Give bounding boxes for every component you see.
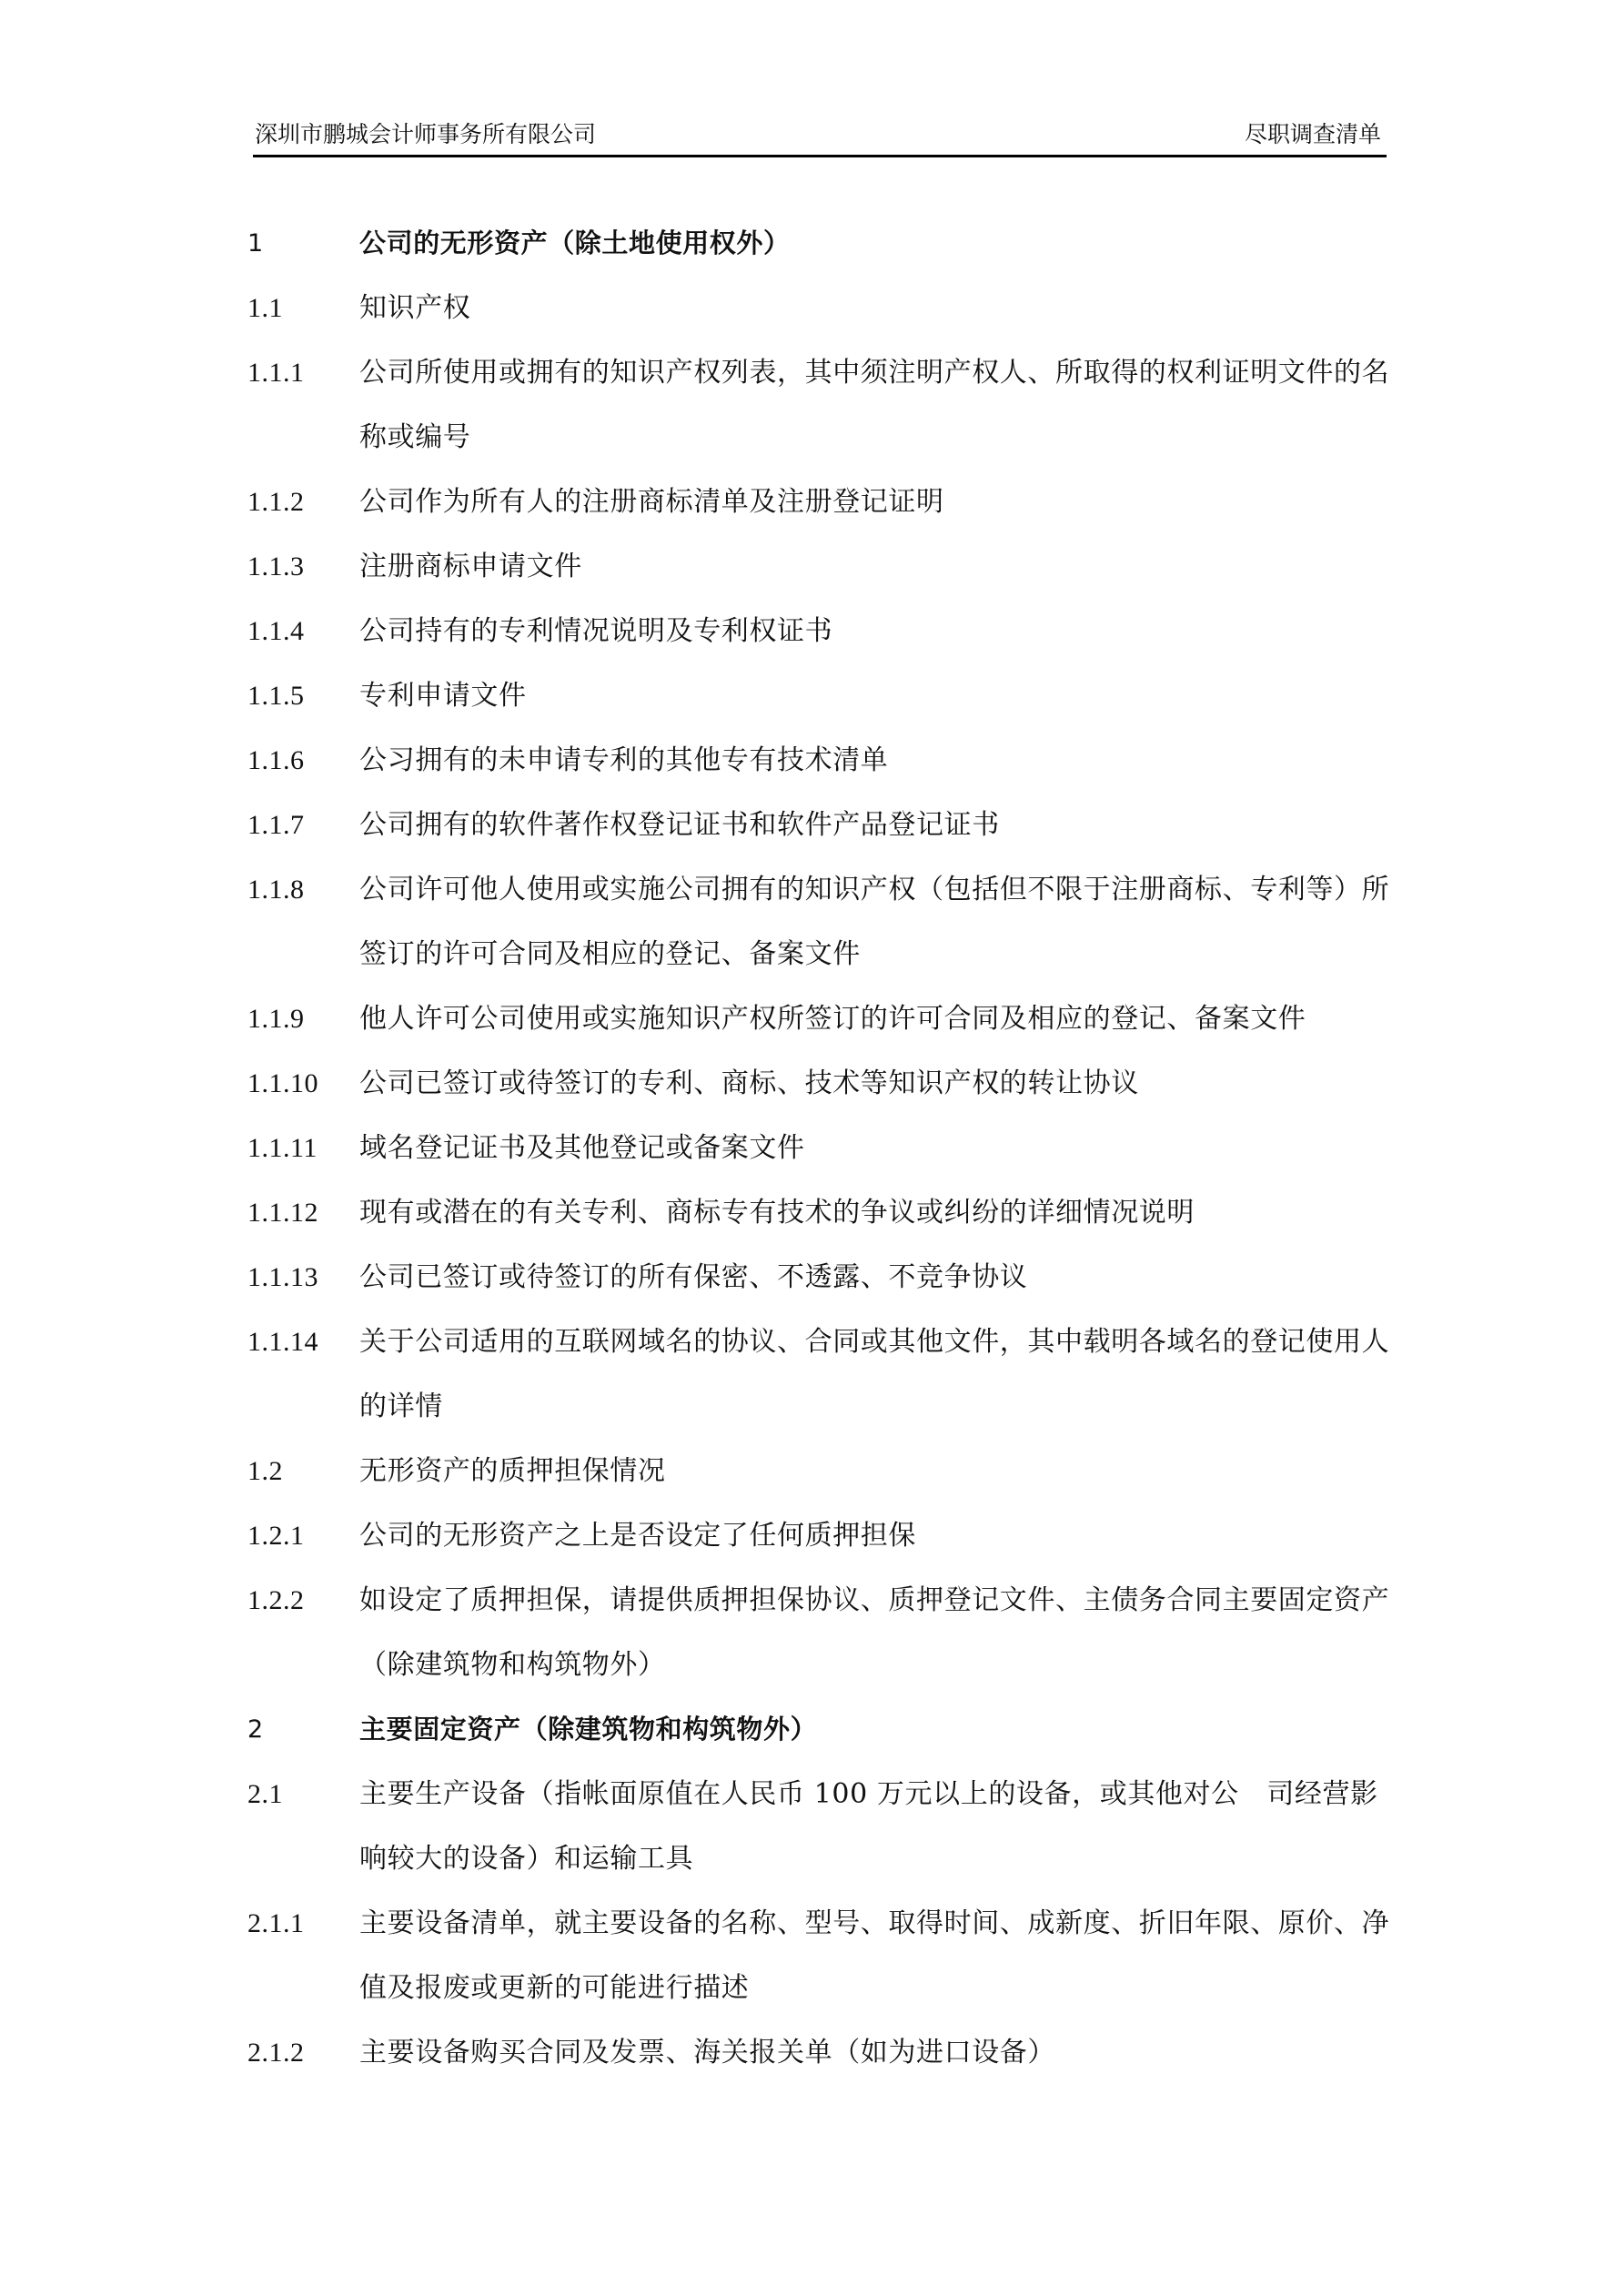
item-number: 1.1.12 [247, 1198, 318, 1228]
item-text: 主要生产设备（指帐面原值在人民币 100 万元以上的设备，或其他对公 司经营影响较大的设备）和运输工具 [359, 1778, 1378, 1875]
checklist-item [247, 1116, 1394, 1180]
checklist-item [247, 599, 1394, 663]
item-text: 公司已签订或待签订的专利、商标、技术等知识产权的转让协议 [359, 1067, 1139, 1099]
item-text: 主要设备购买合同及发票、海关报关单（如为进口设备） [359, 2037, 1055, 2068]
checklist-item [247, 1310, 1394, 1439]
checklist-item [247, 793, 1394, 857]
checklist-item [247, 276, 1394, 340]
checklist-item [247, 1891, 1394, 2020]
checklist-item [247, 1180, 1394, 1245]
item-number: 1.1 [247, 293, 283, 323]
item-number: 2 [247, 1715, 264, 1744]
item-text: 公司持有的专利情况说明及专利权证书 [359, 615, 833, 647]
checklist-item [247, 1762, 1394, 1891]
page-header [253, 115, 1387, 157]
item-number: 1.1.10 [247, 1068, 318, 1098]
item-text: 公司作为所有人的注册商标清单及注册登记证明 [359, 486, 944, 518]
checklist-item [247, 1568, 1394, 1697]
item-text: 公司已签订或待签订的所有保密、不透露、不竞争协议 [359, 1261, 1028, 1293]
checklist-item [247, 2020, 1394, 2085]
checklist-item [247, 663, 1394, 728]
item-text: 公司所使用或拥有的知识产权列表，其中须注明产权人、所取得的权利证明文件的名称或编号 [359, 357, 1390, 453]
document-title: 尽职调查清单 [1244, 121, 1381, 147]
item-text: 无形资产的质押担保情况 [359, 1455, 666, 1487]
item-number: 1.1.13 [247, 1262, 318, 1292]
item-text: 公习拥有的未申请专利的其他专有技术清单 [359, 744, 889, 776]
item-text: 如设定了质押担保，请提供质押担保协议、质押登记文件、主债务合同主要固定资产（除建筑物和构筑物外） [359, 1584, 1390, 1681]
item-number: 1.1.6 [247, 745, 305, 775]
item-number: 1.1.3 [247, 551, 305, 582]
item-number: 1.1.1 [247, 358, 305, 388]
company-name: 深圳市鹏城会计师事务所有限公司 [255, 121, 597, 147]
item-number: 1.1.7 [247, 810, 305, 840]
checklist-item [247, 857, 1394, 986]
item-number: 1.1.8 [247, 875, 305, 905]
checklist-item [247, 470, 1394, 534]
item-text: 专利申请文件 [359, 680, 527, 712]
item-number: 1.2.1 [247, 1521, 305, 1551]
item-number: 1.2.2 [247, 1585, 305, 1615]
checklist-item [247, 1245, 1394, 1310]
checklist-item [247, 340, 1394, 470]
item-text: 关于公司适用的互联网域名的协议、合同或其他文件，其中载明各域名的登记使用人的详情 [359, 1326, 1390, 1422]
item-number: 1 [247, 229, 264, 258]
item-number: 1.1.2 [247, 487, 305, 517]
checklist [247, 211, 1394, 2085]
item-number: 1.1.5 [247, 681, 305, 711]
item-text: 主要固定资产（除建筑物和构筑物外） [359, 1714, 818, 1745]
checklist-item [247, 534, 1394, 599]
item-text: 注册商标申请文件 [359, 551, 582, 582]
item-number: 1.1.11 [247, 1133, 318, 1163]
item-text: 现有或潜在的有关专利、商标专有技术的争议或纠纷的详细情况说明 [359, 1197, 1195, 1229]
checklist-item [247, 1051, 1394, 1116]
item-text: 域名登记证书及其他登记或备案文件 [359, 1132, 805, 1164]
item-number: 1.1.14 [247, 1327, 318, 1357]
checklist-item [247, 728, 1394, 793]
item-number: 1.1.9 [247, 1004, 305, 1034]
item-number: 2.1.2 [247, 2038, 305, 2068]
section-heading [247, 211, 1394, 276]
item-text: 他人许可公司使用或实施知识产权所签订的许可合同及相应的登记、备案文件 [359, 1003, 1306, 1035]
checklist-item [247, 986, 1394, 1051]
section-heading [247, 1697, 1394, 1762]
checklist-item [247, 1439, 1394, 1503]
item-number: 1.1.4 [247, 616, 305, 646]
item-text: 知识产权 [359, 292, 471, 324]
item-text: 主要设备清单，就主要设备的名称、型号、取得时间、成新度、折旧年限、原价、净值及报废或更新的可能进行描述 [359, 1907, 1390, 2004]
item-text: 公司拥有的软件著作权登记证书和软件产品登记证书 [359, 809, 1000, 841]
checklist-item [247, 1503, 1394, 1568]
item-number: 2.1.1 [247, 1908, 305, 1938]
item-number: 1.2 [247, 1456, 283, 1486]
item-number: 2.1 [247, 1779, 283, 1809]
item-text: 公司许可他人使用或实施公司拥有的知识产权（包括但不限于注册商标、专利等）所签订的许可合同及相应的登记、备案文件 [359, 874, 1390, 970]
item-text: 公司的无形资产之上是否设定了任何质押担保 [359, 1520, 916, 1552]
item-text: 公司的无形资产（除土地使用权外） [359, 228, 791, 258]
